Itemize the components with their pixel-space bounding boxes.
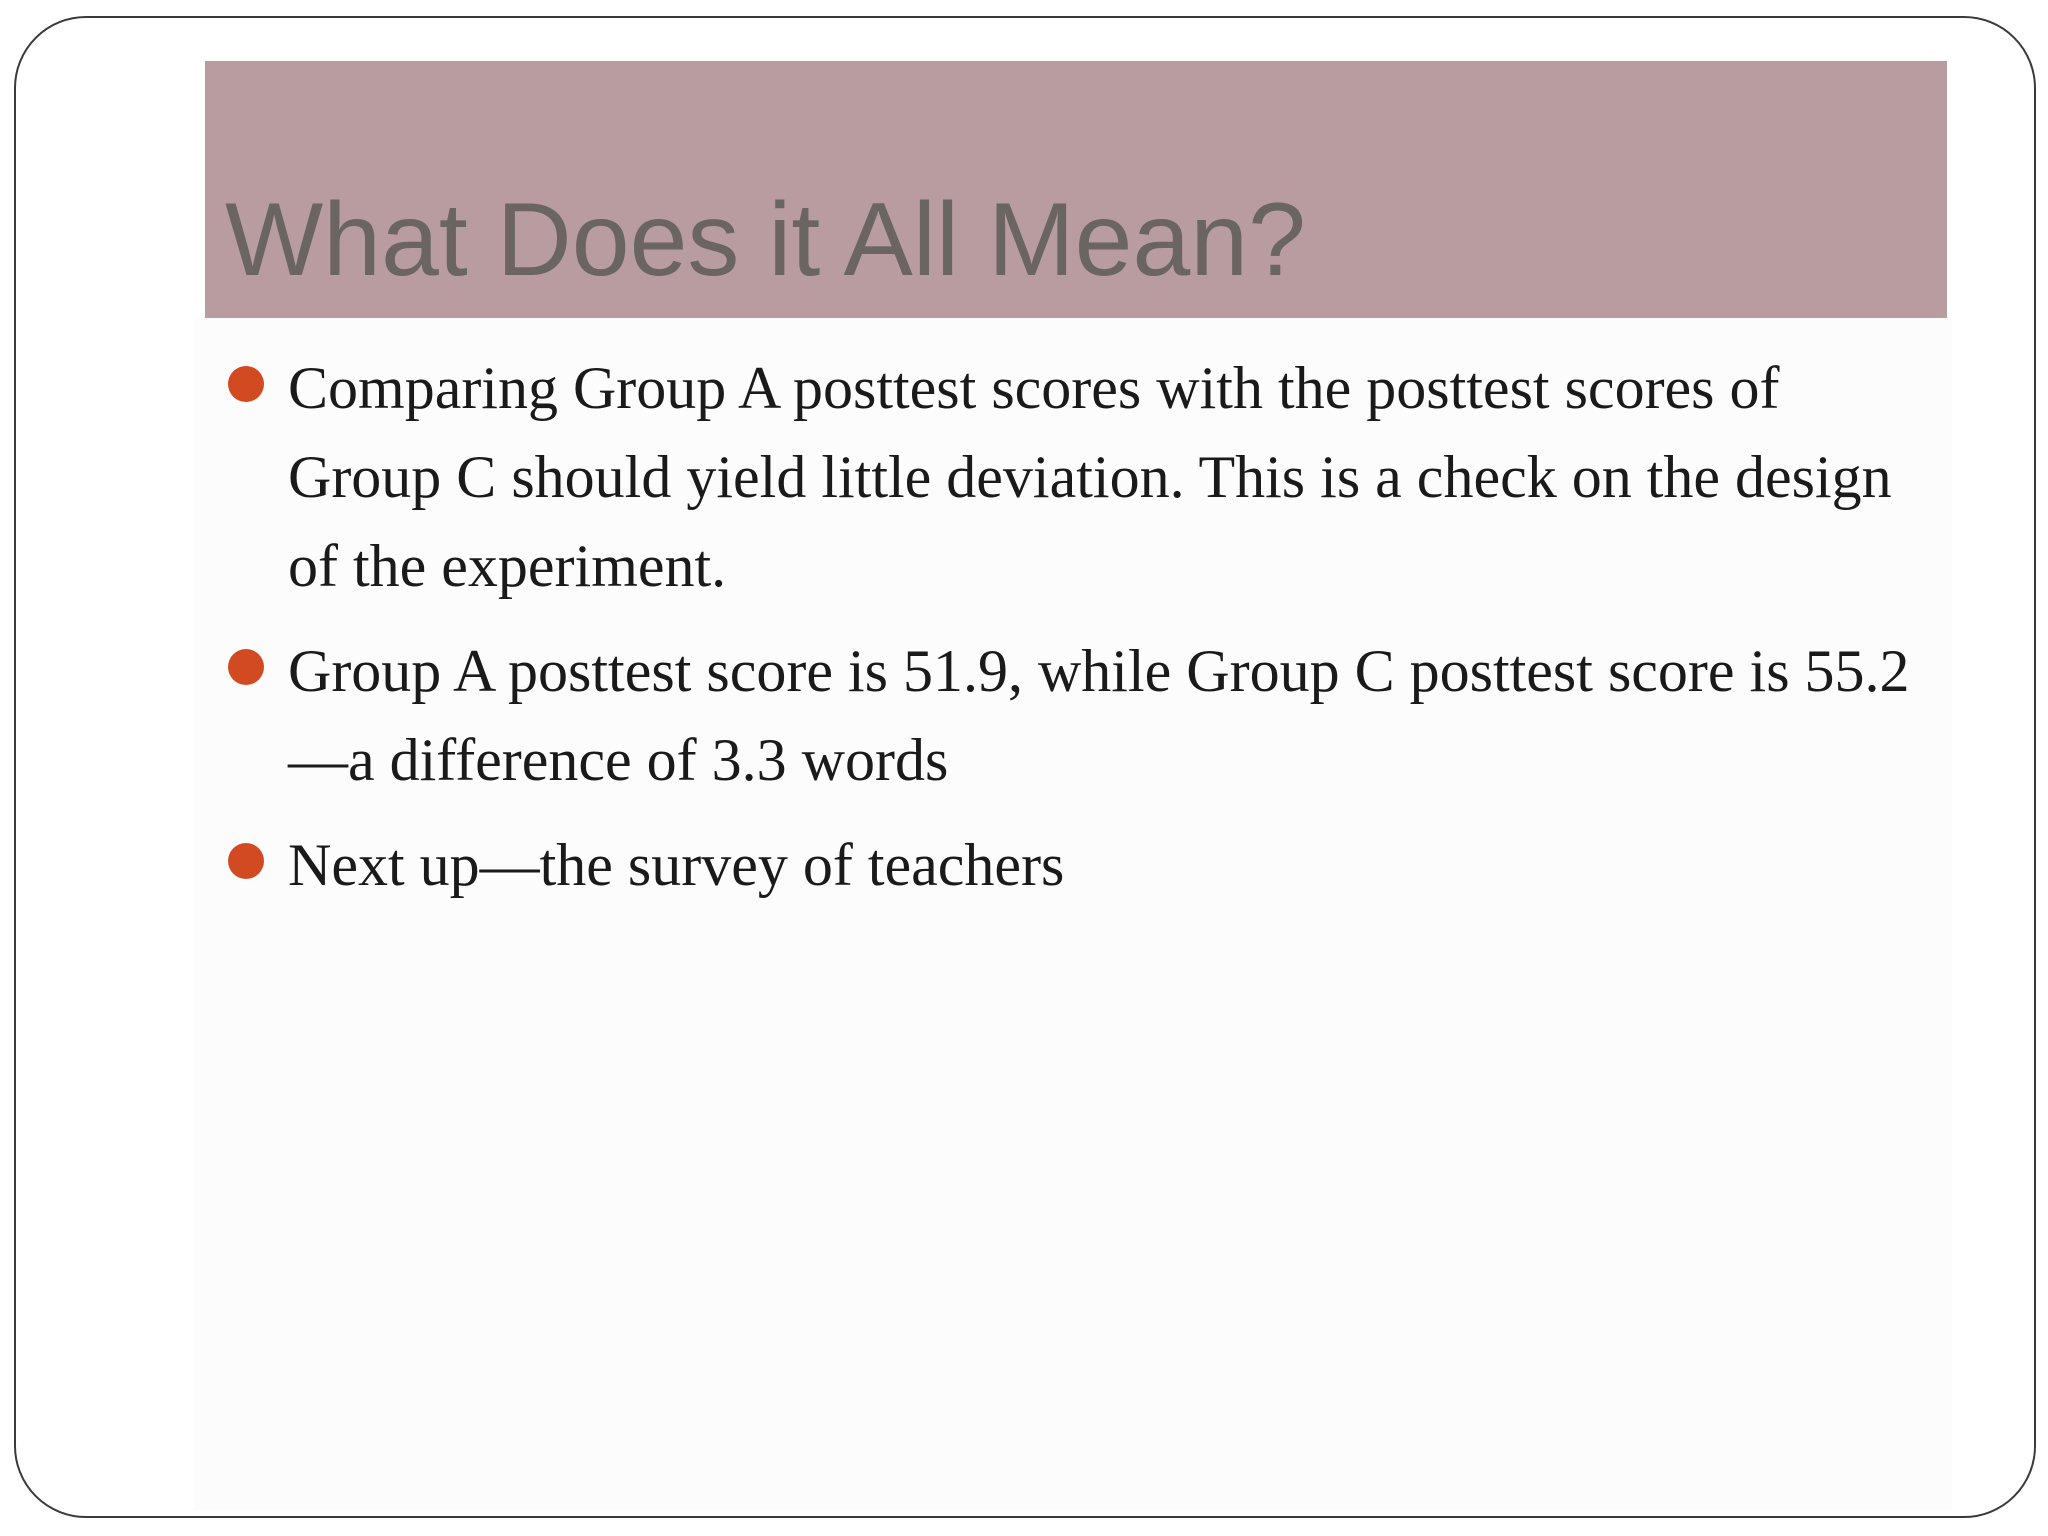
bullet-dot-icon (228, 843, 264, 879)
bullet-list (228, 344, 1928, 926)
bullet-item (228, 821, 1928, 910)
title-bar (205, 61, 1947, 318)
bullet-dot-icon (228, 649, 264, 685)
bullet-text: Comparing Group A posttest scores with the posttest scores of Group C should yield little deviation. This is a check on the design of the experiment. (288, 355, 1892, 599)
bullet-text: Next up—the survey of teachers (288, 832, 1065, 898)
bullet-item (228, 627, 1928, 805)
bullet-text: Group A posttest score is 51.9, while Group C posttest score is 55.2—a difference of 3.3 words (288, 638, 1910, 793)
bullet-item (228, 344, 1928, 611)
bullet-dot-icon (228, 366, 264, 402)
slide-title: What Does it All Mean? (225, 182, 1306, 298)
